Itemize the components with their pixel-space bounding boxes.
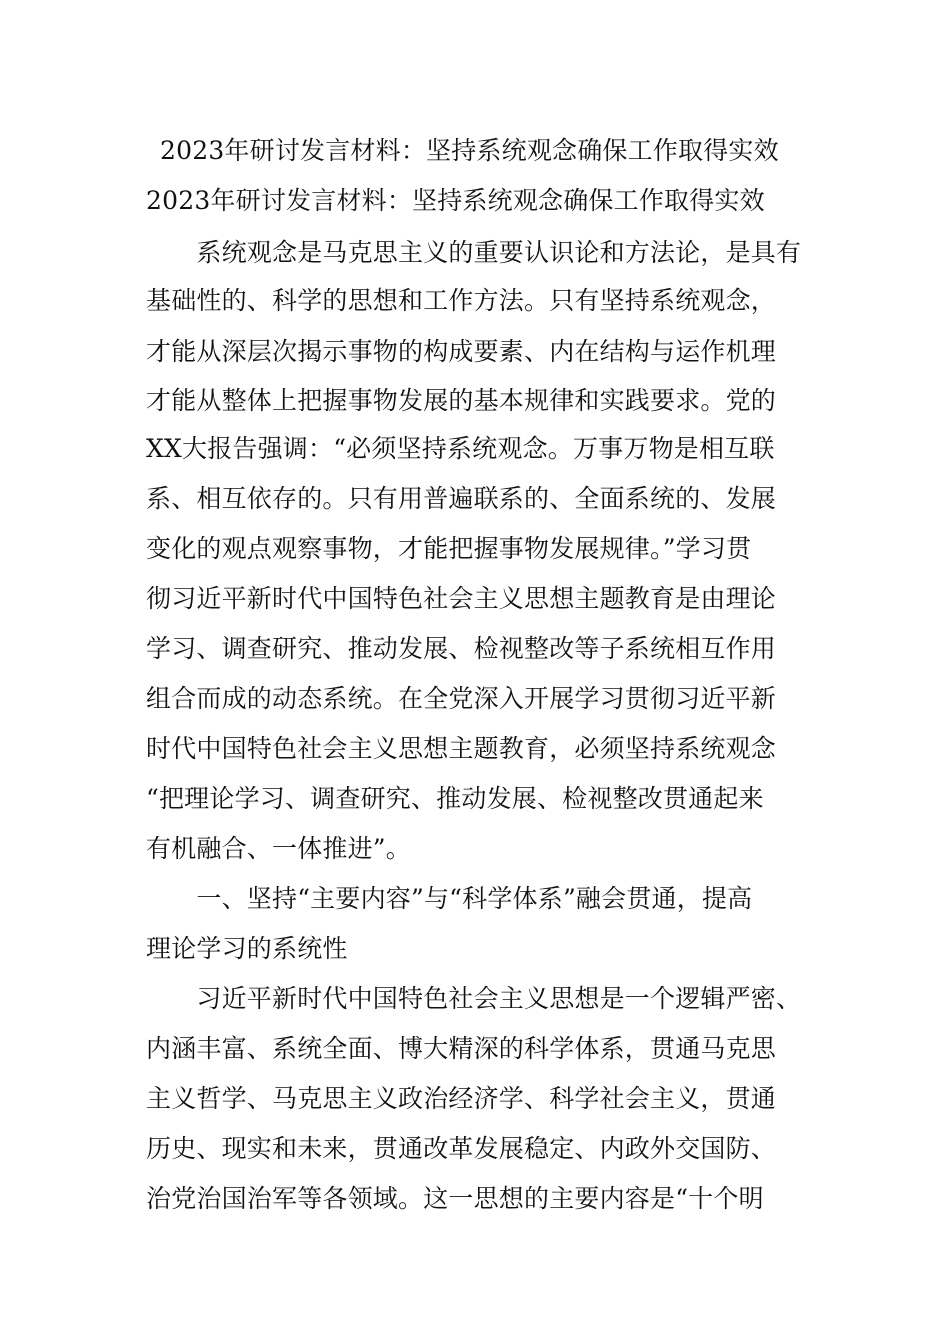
body-line: 主义哲学、马克思主义政治经济学、科学社会主义，贯通 (146, 1084, 777, 1113)
body-line: “把理论学习、调查研究、推动发展、检视整改贯通起来 (146, 784, 764, 813)
section-heading-line: 理论学习的系统性 (146, 934, 348, 963)
body-line: 组合而成的动态系统。在全党深入开展学习贯彻习近平新 (146, 684, 777, 713)
document-title-line-2: 2023年研讨发言材料：坚持系统观念确保工作取得实效 (146, 186, 765, 215)
body-line: 系、相互依存的。只有用普遍联系的、全面系统的、发展 (146, 484, 777, 513)
body-line: 才能从整体上把握事物发展的基本规律和实践要求。党的 (146, 386, 777, 415)
body-line: 彻习近平新时代中国特色社会主义思想主题教育是由理论 (146, 584, 777, 613)
section-heading-line: 一、坚持“主要内容”与“科学体系”融会贯通，提高 (146, 884, 753, 913)
body-line: 历史、现实和未来，贯通改革发展稳定、内政外交国防、 (146, 1134, 777, 1163)
body-line: 学习、调查研究、推动发展、检视整改等子系统相互作用 (146, 634, 777, 663)
body-line: 治党治国治军等各领域。这一思想的主要内容是“十个明 (146, 1184, 764, 1213)
document-title-line-1: 2023年研讨发言材料：坚持系统观念确保工作取得实效 (160, 136, 779, 165)
body-line: XX大报告强调：“必须坚持系统观念。万事万物是相互联 (146, 434, 775, 463)
body-line: 习近平新时代中国特色社会主义思想是一个逻辑严密、 (146, 984, 802, 1013)
body-line: 时代中国特色社会主义思想主题教育，必须坚持系统观念 (146, 734, 777, 763)
body-line: 基础性的、科学的思想和工作方法。只有坚持系统观念， (146, 286, 777, 315)
body-line: 变化的观点观察事物，才能把握事物发展规律。”学习贯 (146, 534, 752, 563)
body-line: 才能从深层次揭示事物的构成要素、内在结构与运作机理 (146, 337, 777, 366)
body-line: 有机融合、一体推进”。 (146, 834, 411, 863)
body-line: 系统观念是马克思主义的重要认识论和方法论，是具有 (146, 238, 802, 267)
body-line: 内涵丰富、系统全面、博大精深的科学体系，贯通马克思 (146, 1034, 777, 1063)
